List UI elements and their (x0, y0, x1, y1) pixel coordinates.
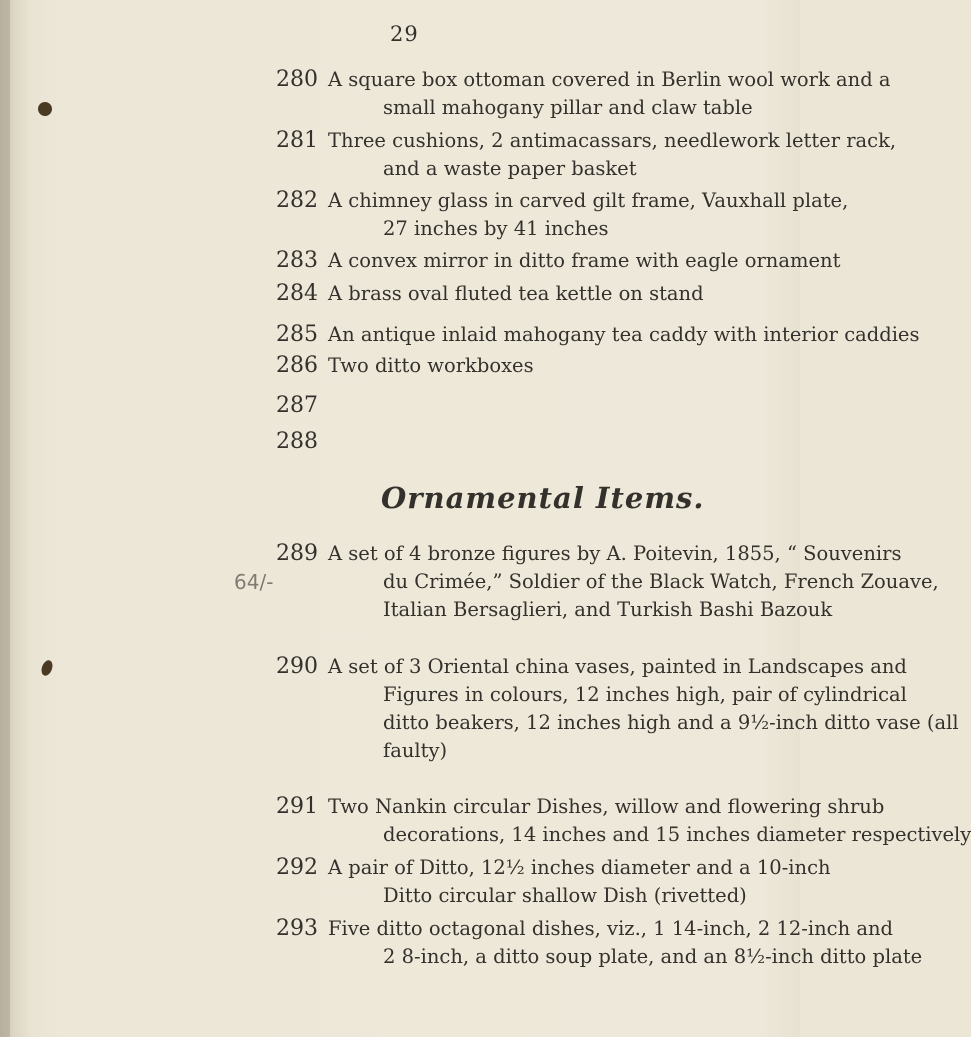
lot-line: Two Nankin circular Dishes, willow and flowering shrub (328, 795, 885, 818)
ink-blot-mark (40, 659, 55, 677)
lot-number: 287 (276, 393, 318, 418)
lot-line: small mahogany pillar and claw table (383, 96, 753, 119)
lot-description (328, 280, 780, 308)
lot-number: 283 (276, 248, 318, 273)
lot-number: 290 (276, 654, 318, 679)
lot-description (328, 66, 891, 122)
lot-line: du Crimée,” Soldier of the Black Watch, French Zouave, (383, 570, 939, 593)
lot-description (328, 854, 831, 910)
lot-line: A pair of Ditto, 12½ inches diameter and a 10-inch (328, 856, 831, 879)
lot-line: Italian Bersaglieri, and Turkish Bashi Bazouk (383, 598, 833, 621)
lot-line: and a waste paper basket (383, 157, 637, 180)
lot-line: Ditto circular shallow Dish (rivetted) (383, 884, 747, 907)
page-number: 29 (390, 22, 419, 46)
lot-line: Three cushions, 2 antimacassars, needlework letter rack, (328, 129, 897, 152)
lot-description (328, 247, 841, 275)
lot-number: 281 (276, 128, 318, 153)
lot-line: decorations, 14 inches and 15 inches diameter respectively (383, 823, 971, 846)
lot-number: 286 (276, 353, 318, 378)
lot-line: A square box ottoman covered in Berlin wool work and a (328, 68, 891, 91)
lot-number: 291 (276, 794, 318, 819)
lot-description (328, 127, 897, 183)
lot-number: 288 (276, 429, 318, 454)
lot-line: A brass oval fluted tea kettle on stand (328, 282, 704, 305)
lot-number: 293 (276, 916, 318, 941)
lot-number: 284 (276, 281, 318, 306)
lot-line: Figures in colours, 12 inches high, pair of cylindrical (383, 683, 907, 706)
lot-number: 292 (276, 855, 318, 880)
lot-line: ditto beakers, 12 inches high and a 9½-inch ditto vase (all (383, 711, 959, 734)
lot-line: An antique inlaid mahogany tea caddy with interior caddies (328, 323, 920, 346)
lot-line: faulty) (383, 739, 448, 762)
lot-line: A set of 4 bronze figures by A. Poitevin, 1855, “ Souvenirs (328, 542, 902, 565)
lot-number: 282 (276, 188, 318, 213)
lot-line: 27 inches by 41 inches (383, 217, 609, 240)
lot-line: A set of 3 Oriental china vases, painted in Landscapes and (328, 655, 907, 678)
lot-line: A convex mirror in ditto frame with eagle ornament (328, 249, 841, 272)
lot-line: 2 8-inch, a ditto soup plate, and an 8½-inch ditto plate (383, 945, 923, 968)
lot-description (328, 653, 959, 765)
lot-description (328, 352, 780, 380)
lot-line: Five ditto octagonal dishes, viz., 1 14-inch, 2 12-inch and (328, 917, 893, 940)
lot-number: 280 (276, 67, 318, 92)
section-heading: Ornamental Items. (381, 481, 705, 515)
lot-line: A chimney glass in carved gilt frame, Vauxhall plate, (328, 189, 849, 212)
pencil-note: 64/- (234, 570, 274, 594)
lot-description (328, 540, 939, 624)
lot-description (328, 187, 849, 243)
lot-description (328, 915, 923, 971)
lot-description (328, 321, 920, 349)
lot-line: Two ditto workboxes (328, 354, 534, 377)
lot-number: 289 (276, 541, 318, 566)
ink-blot-mark (36, 100, 54, 118)
page-spine-shadow (0, 0, 10, 1037)
lot-number: 285 (276, 322, 318, 347)
lot-description (328, 793, 971, 849)
